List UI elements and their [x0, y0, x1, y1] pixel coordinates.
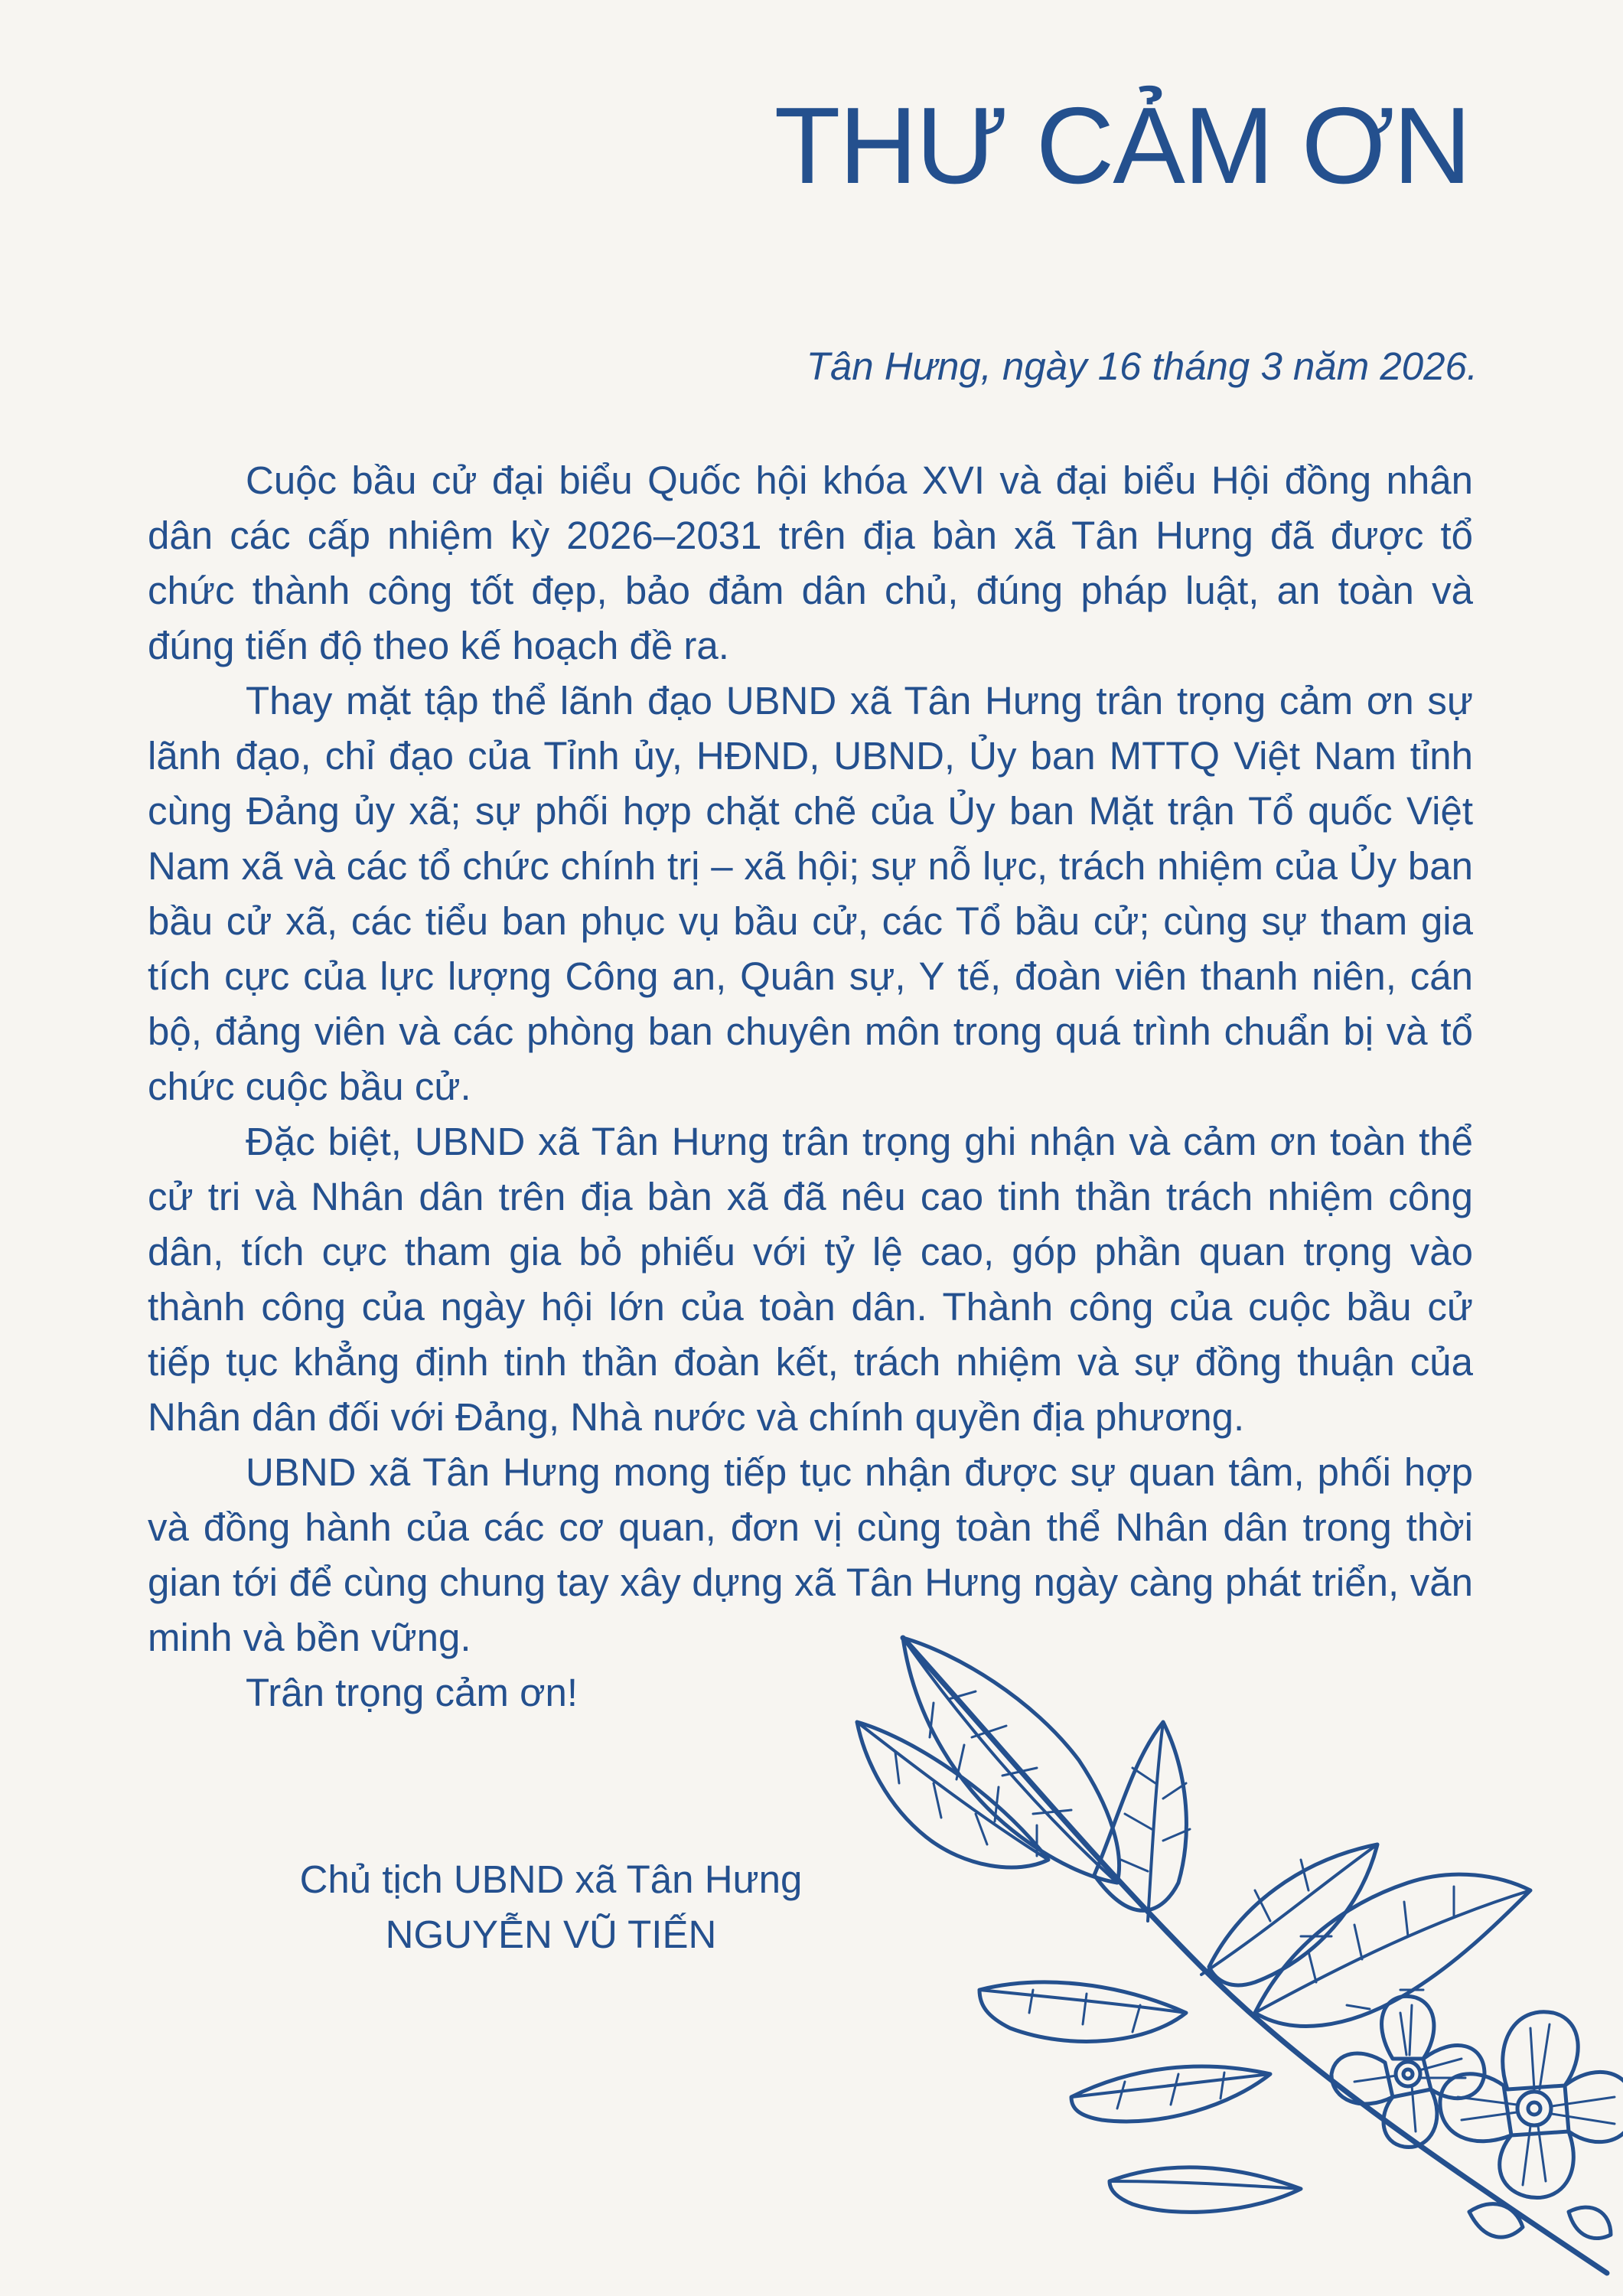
date-line: Tân Hưng, ngày 16 tháng 3 năm 2026. — [806, 344, 1478, 388]
signer-position: Chủ tịch UBND xã Tân Hưng — [299, 1857, 803, 1901]
letter-title: THƯ CẢM ƠN — [774, 85, 1470, 207]
paragraph-1: Cuộc bầu cử đại biểu Quốc hội khóa XVI và đại biểu Hội đồng nhân dân các cấp nhiệm kỳ 2026–2031 trên địa bàn xã Tân Hưng đã được tổ chức thành công tốt đẹp, bảo đảm dân chủ, đúng pháp luật, an toàn và đúng tiến độ theo kế hoạch đề ra. — [148, 458, 1473, 667]
signer-name: NGUYỄN VŨ TIẾN — [385, 1913, 717, 1956]
letter-body — [148, 453, 1473, 1720]
paragraph-2: Thay mặt tập thể lãnh đạo UBND xã Tân Hưng trân trọng cảm ơn sự lãnh đạo, chỉ đạo của Tỉnh ủy, HĐND, UBND, Ủy ban MTTQ Việt Nam tỉnh cùng Đảng ủy xã; sự phối hợp chặt chẽ của Ủy ban Mặt trận Tổ quốc Việt Nam xã và các tổ chức chính trị – xã hội; sự nỗ lực, trách nhiệm của Ủy ban bầu cử xã, các tiểu ban phục vụ bầu cử, các Tổ bầu cử; cùng sự tham gia tích cực của lực lượng Công an, Quân sự, Y tế, đoàn viên thanh niên, cán bộ, đảng viên và các phòng ban chuyên môn trong quá trình chuẩn bị và tổ chức cuộc bầu cử. — [148, 679, 1473, 1108]
floral-branch-icon — [842, 1630, 1623, 2296]
paragraph-4: UBND xã Tân Hưng mong tiếp tục nhận được sự quan tâm, phối hợp và đồng hành của các cơ quan, đơn vị cùng toàn thể Nhân dân trong thời gian tới để cùng chung tay xây dựng xã Tân Hưng ngày càng phát triển, văn minh và bền vững. — [148, 1450, 1473, 1659]
paragraph-3: Đặc biệt, UBND xã Tân Hưng trân trọng ghi nhận và cảm ơn toàn thể cử tri và Nhân dân trên địa bàn xã đã nêu cao tinh thần trách nhiệm công dân, tích cực tham gia bỏ phiếu với tỷ lệ cao, góp phần quan trọng vào thành công của ngày hội lớn của toàn dân. Thành công của cuộc bầu cử tiếp tục khẳng định tinh thần đoàn kết, trách nhiệm và sự đồng thuận của Nhân dân đối với Đảng, Nhà nước và chính quyền địa phương. — [148, 1120, 1473, 1439]
closing-line: Trân trọng cảm ơn! — [246, 1671, 578, 1714]
signature-block — [207, 1852, 895, 1962]
